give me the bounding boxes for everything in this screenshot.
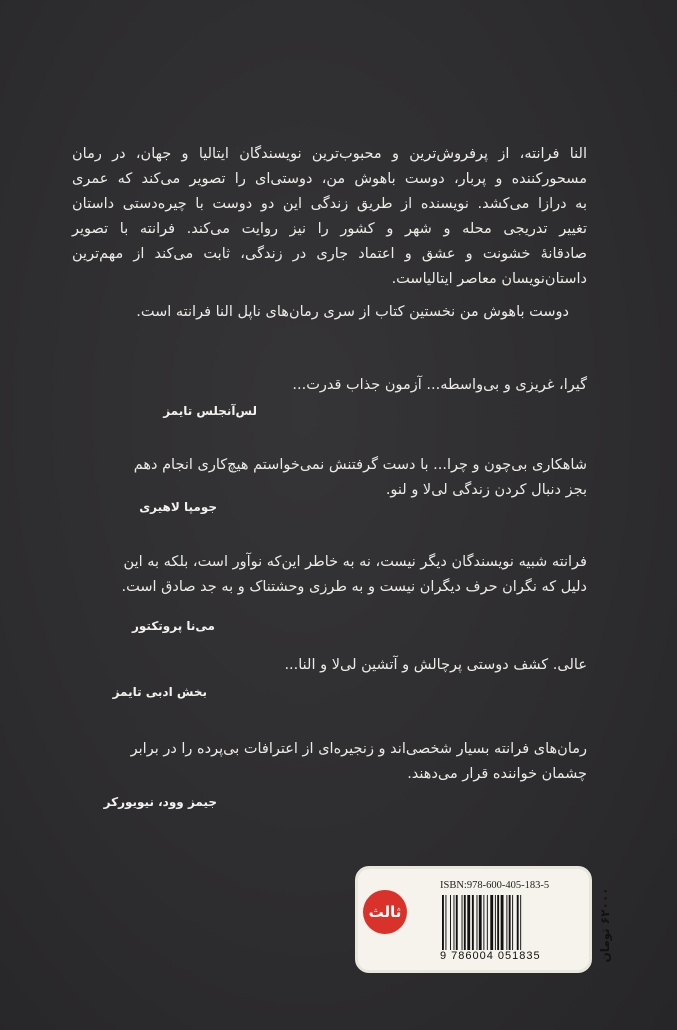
blurb-line: صادقانهٔ خشونت و عشق و اعتماد جاری در زندگی، ثابت می‌کند از مهم‌ترین [72, 246, 587, 262]
blurb-line: به درازا می‌کشد. نویسنده از طریق زندگی این دو دوست با چیره‌دستی داستان [72, 196, 587, 212]
barcode-icon [440, 895, 570, 950]
blurb-paragraph [72, 142, 587, 292]
isbn-text: ISBN:978-600-405-183-5 [440, 880, 550, 891]
publisher-logo: ثالث [363, 890, 407, 934]
review-quote: رمان‌های فرانته بسیار شخصی‌اند و زنجیره‌ای از اعترافات بی‌پرده را در برابر چشمان خواننده قرار می‌دهند. [130, 741, 587, 782]
review-source: بخش ادبی تایمز [112, 685, 207, 699]
review-quote: گیرا، غریزی و بی‌واسطه... آزمون جذاب قدرت... [292, 377, 587, 393]
barcode-number: 9 786004 051835 [440, 950, 541, 962]
review-source: جومپا لاهیری [139, 500, 217, 514]
blurb-line: النا فرانته، از پرفروش‌ترین و محبوب‌ترین نویسندگان ایتالیا و جهان، در رمان [72, 146, 587, 162]
blurb-line: مسحورکننده و پربار، دوست باهوش من، دوستی‌ای را تصویر می‌کند که عمری [72, 171, 587, 187]
series-note: دوست باهوش من نخستین کتاب از سری رمان‌های ناپل النا فرانته است. [136, 304, 569, 320]
blurb-line: تغییر تدریجی محله و شهر و کشور را نیز روایت می‌کند. فرانته با تصویر [72, 221, 587, 237]
price-label: ۶۲۰۰۰ تومان [598, 887, 612, 963]
review-quote: عالی. کشف دوستی پرچالش و آتشین لی‌لا و النا... [284, 657, 587, 673]
review-quote: فرانته شبیه نویسندگان دیگر نیست، نه به خاطر این‌که نوآور است، بلکه به این دلیل که نگران حرف دیگران نیست و به طرزی وحشتناک و به جد صادق است. [121, 554, 587, 595]
review-source: لس‌آنجلس تایمز [163, 404, 257, 418]
blurb-line: داستان‌نویسان معاصر ایتالیاست. [391, 271, 587, 287]
review-quote: شاهکاری بی‌چون و چرا... با دست گرفتنش نمی‌خواستم هیچ‌کاری انجام دهم بجز دنبال کردن زندگی لی‌لا و لنو. [133, 457, 587, 498]
review-source: می‌نا پروتکتور [131, 619, 215, 633]
review-source: جیمز وود، نیویورکر [103, 795, 217, 809]
